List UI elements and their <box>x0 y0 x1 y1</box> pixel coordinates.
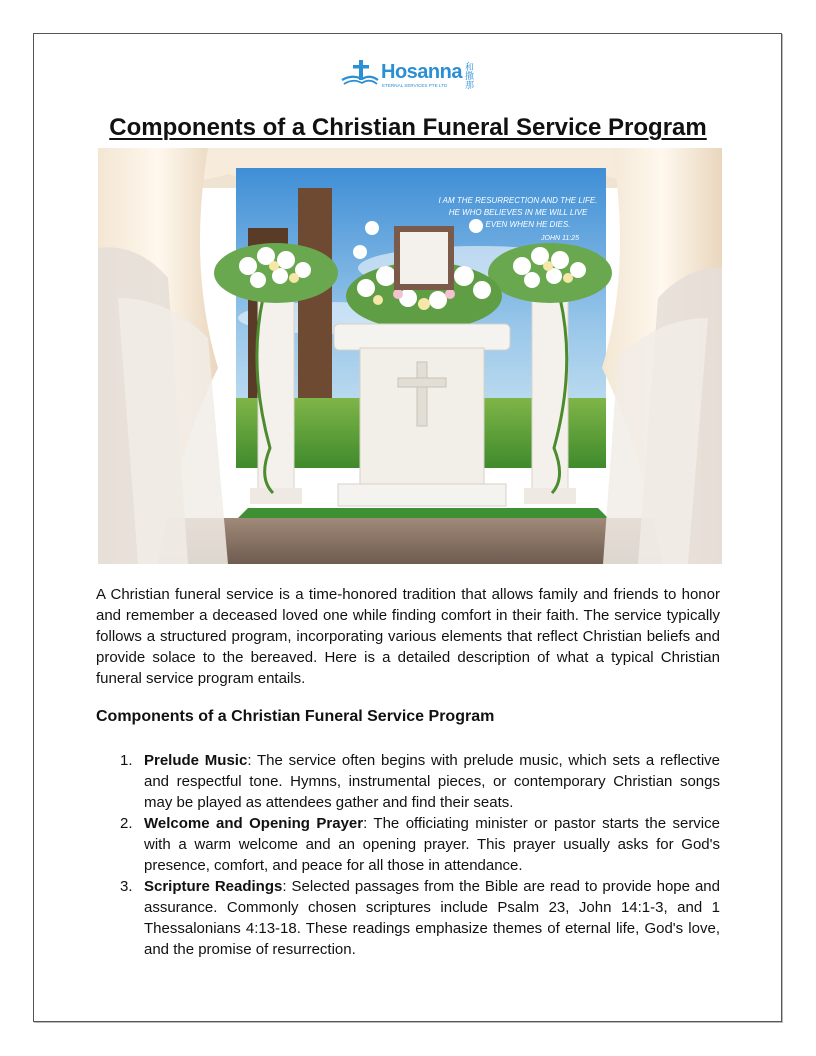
svg-text:那: 那 <box>465 81 475 90</box>
list-item-term: Prelude Music <box>144 752 248 769</box>
svg-text:HE WHO BELIEVES IN ME WILL LIV: HE WHO BELIEVES IN ME WILL LIVE <box>448 208 588 217</box>
list-item-number: 2. <box>120 815 133 832</box>
list-item-term: Scripture Readings <box>144 878 283 895</box>
svg-text:I AM THE RESURRECTION AND THE: I AM THE RESURRECTION AND THE LIFE. <box>438 196 598 205</box>
list-item <box>96 876 720 960</box>
program-components-list <box>96 750 720 960</box>
list-item-text: : Selected passages from the Bible are read to provide hope and assurance. Commonly chosen scriptures include Psalm 23, John 14:1-3, and 1 Thessalonians 4:13-18. These readings emphasize themes of eternal life, God's love, and the promise of resurrection. <box>144 878 720 958</box>
hero-image-funeral-altar <box>98 148 722 564</box>
list-item-number: 3. <box>120 878 133 895</box>
svg-text:JOHN 11:25: JOHN 11:25 <box>541 235 579 242</box>
list-item-text: : The officiating minister or pastor starts the service with a warm welcome and an opening prayer. This prayer usually asks for God's presence, comfort, and peace for all those in attendance. <box>144 815 720 874</box>
page-title: Components of a Christian Funeral Service Program <box>109 114 707 142</box>
section-heading: Components of a Christian Funeral Service Program <box>96 708 495 725</box>
list-item <box>96 813 720 876</box>
svg-text:ETERNAL SERVICES PTE LTD: ETERNAL SERVICES PTE LTD <box>382 83 448 88</box>
svg-text:和: 和 <box>465 63 475 73</box>
funeral-altar-illustration <box>98 148 722 564</box>
hosanna-logo <box>340 58 480 90</box>
list-item-number: 1. <box>120 752 133 769</box>
list-item <box>96 750 720 813</box>
list-item-text: : The service often begins with prelude music, which sets a reflective and respectful tone. Hymns, instrumental pieces, or contemporary Christian songs may be played as attendees gather and find their seats. <box>144 752 720 811</box>
hosanna-logo-icon <box>340 58 480 90</box>
svg-text:撒: 撒 <box>465 72 475 82</box>
svg-text:Hosanna: Hosanna <box>381 61 462 83</box>
svg-text:EVEN WHEN HE DIES.: EVEN WHEN HE DIES. <box>485 220 571 229</box>
intro-paragraph: A Christian funeral service is a time-honored tradition that allows family and friends to honor and remember a deceased loved one while finding comfort in their faith. The service typically follows a structured program, incorporating various elements that reflect Christian beliefs and provide solace to the bereaved. Here is a detailed description of what a typical Christian funeral service program entails. <box>96 586 720 687</box>
list-item-term: Welcome and Opening Prayer <box>144 815 364 832</box>
